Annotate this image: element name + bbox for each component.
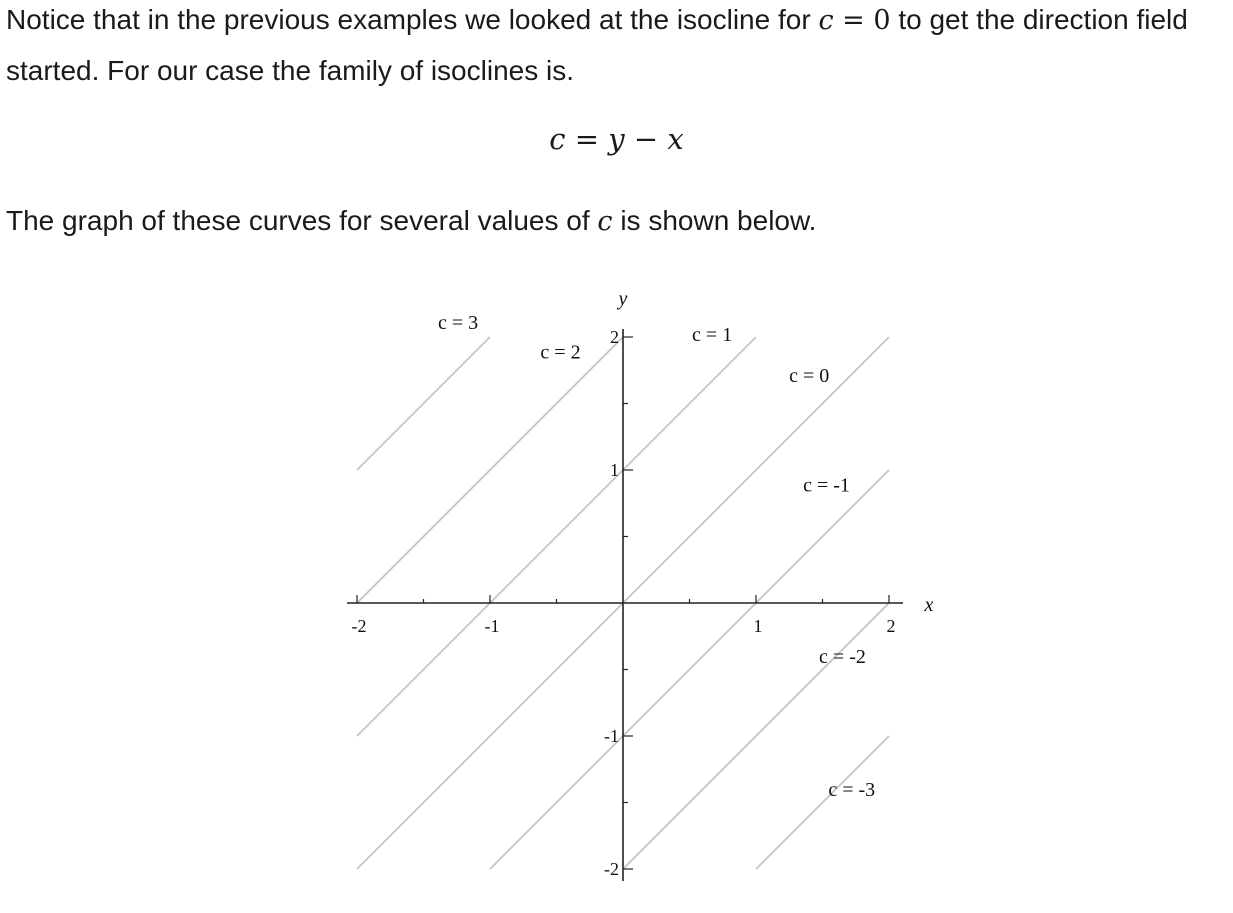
isocline-label-c-2: c = -2 [819,645,866,668]
isocline-label-c0: c = 0 [789,365,830,388]
equation-c: c [549,122,566,156]
x-tick-label: 2 [886,616,896,636]
intro-text-start: Notice that in the previous examples we looked at the isocline for [6,4,819,35]
intro-text-end: to get the direction field started. For our case the family of isoclines is. [6,4,1188,86]
x-tick-label: -2 [351,616,367,636]
isocline-line-c2 [357,337,623,603]
isocline-line-c3 [357,337,490,470]
isocline-label-c-1: c = -1 [803,474,850,497]
y-axis-label: y [618,288,628,310]
isocline-label-c2: c = 2 [540,341,581,364]
intro-math-zero: 0 [873,5,891,36]
isocline-label-c-3: c = -3 [828,778,876,801]
caption-math-c: c [597,206,613,237]
isocline-line-c-2 [623,603,889,869]
isocline-line-c-1 [490,470,889,869]
equation-minus: − [624,122,668,156]
intro-paragraph [6,0,1231,96]
y-tick-label: 2 [610,327,619,347]
equation-equals: = [565,122,609,156]
isocline-graph [330,280,950,900]
x-axis-label: x [924,594,934,616]
caption-text-start: The graph of these curves for several values of [6,205,598,236]
equation-y: y [608,122,625,156]
graph-axes [347,329,903,881]
equation-x: x [667,122,684,156]
x-tick-label: 1 [753,616,763,636]
x-tick-label: -1 [484,616,500,636]
caption-text-end: is shown below. [612,205,817,236]
intro-math-c: c [818,5,834,36]
y-tick-label: 1 [610,460,619,480]
intro-math-equals: = [833,5,874,36]
isocline-line-c-3 [756,736,889,869]
isocline-label-c3: c = 3 [438,312,479,335]
y-tick-label: -2 [604,859,619,879]
isocline-line-c1 [357,337,756,736]
isocline-equation [0,122,1233,156]
y-tick-label: -1 [604,726,619,746]
isocline-label-c1: c = 1 [692,323,733,346]
graph-caption [6,196,816,247]
